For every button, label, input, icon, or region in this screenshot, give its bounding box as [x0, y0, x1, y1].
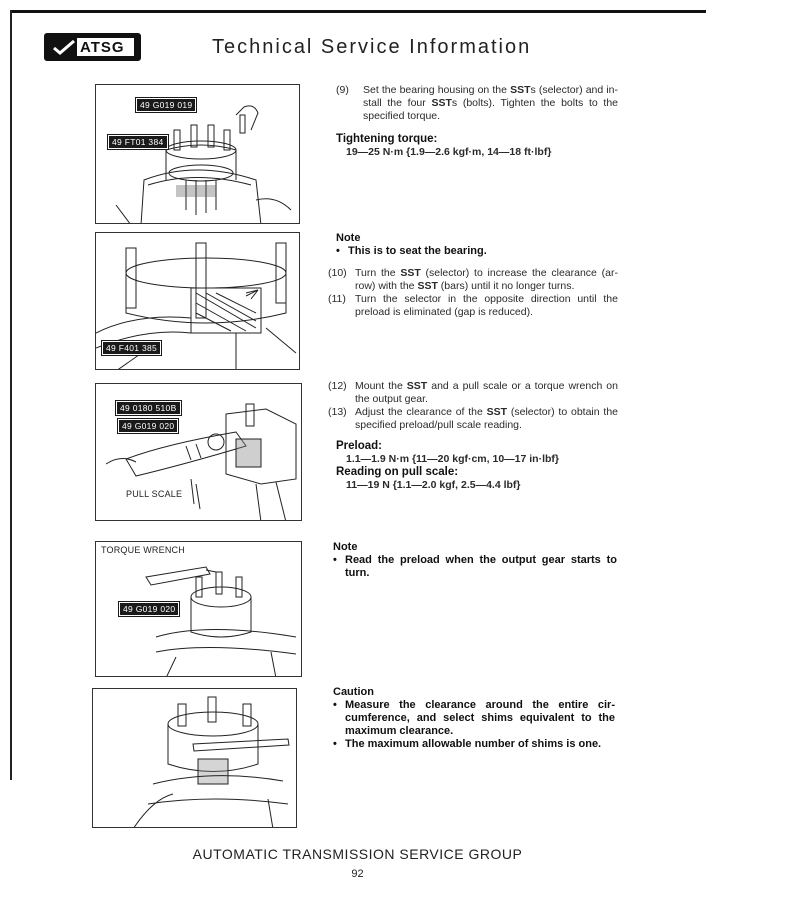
step-9-text-1: Set the bearing housing on the [363, 84, 511, 96]
section-3-specs [336, 440, 618, 492]
figure-4-tag-1: 49 G019 020 [119, 602, 179, 616]
atsg-logo [44, 33, 141, 61]
bullet-icon: • [333, 699, 337, 711]
step-11-text: Turn the selector in the opposite direction until the preload is eliminated (gap is reduced). [355, 293, 618, 318]
step-9-sst-1: SST [510, 84, 531, 96]
figure-2-selector-bars [95, 232, 300, 370]
step-13-text-1: Adjust the clearance of the [355, 406, 487, 418]
figure-5-clearance [92, 688, 297, 828]
page-number: 92 [351, 868, 364, 880]
figure-4-label: TORQUE WRENCH [101, 545, 185, 555]
figure-1-bearing-housing [95, 84, 300, 224]
figure-3-label: PULL SCALE [126, 489, 183, 499]
step-12-sst-1: SST [406, 380, 428, 392]
bullet-icon: • [333, 554, 337, 566]
section-2-text [336, 232, 618, 258]
footer-organization: AUTOMATIC TRANSMISSION SERVICE GROUP [192, 846, 523, 862]
section-1-text [336, 84, 618, 159]
step-10-sst-1: SST [400, 267, 421, 279]
step-9 [336, 84, 618, 123]
figure-4-torque-wrench [95, 541, 302, 677]
figure-3-tag-2: 49 G019 020 [118, 419, 178, 433]
figure-2-tag-1: 49 F401 385 [102, 341, 161, 355]
step-11 [328, 293, 618, 319]
caution-bullet-2 [333, 738, 615, 751]
page-title: Technical Service Information [212, 36, 532, 58]
checkmark-icon [51, 38, 77, 56]
logo-text: ATSG [80, 38, 125, 56]
step-12-text-1: Mount the [355, 380, 407, 392]
caution-bullet-1 [333, 699, 615, 738]
tightening-torque-value: 19—25 N·m {1.9—2.6 kgf·m, 14—18 ft·lbf} [346, 146, 552, 158]
note-heading-1: Note [336, 232, 361, 244]
step-10-sst-2: SST [417, 280, 438, 292]
note-text-2: Read the preload when the output gear starts to turn. [345, 554, 617, 579]
step-9-number: (9) [336, 84, 349, 96]
caution-heading: Caution [333, 686, 374, 698]
figure-5-illustration [93, 689, 297, 828]
caution-text-2: The maximum allowable number of shims is one. [345, 738, 602, 750]
step-10-number: (10) [328, 267, 347, 279]
note-bullet-2 [333, 554, 617, 580]
step-9-sst-2: SST [431, 97, 452, 109]
preload-heading: Preload: [336, 440, 383, 452]
step-12-number: (12) [328, 380, 347, 392]
section-3-steps [328, 380, 618, 432]
note-bullet-1 [336, 245, 618, 258]
step-10-text-1: Turn the [355, 267, 401, 279]
step-13 [328, 406, 618, 432]
step-12-text-2: and a pull scale or a torque wrench on the output gear. [355, 380, 618, 405]
figure-1-tag-1: 49 G019 019 [136, 98, 196, 112]
tightening-torque-heading: Tightening torque: [336, 133, 438, 145]
figure-1-illustration [96, 85, 300, 224]
bullet-icon: • [336, 245, 340, 257]
step-12 [328, 380, 618, 406]
preload-value: 1.1—1.9 N·m {11—20 kgf·cm, 10—17 in·lbf} [346, 453, 559, 465]
left-rule [10, 10, 12, 780]
note-text-1: This is to seat the bearing. [348, 245, 487, 257]
step-10-text-2: (selector) to increase the clearance (ar-row) with the [355, 267, 618, 292]
pull-scale-value: 11—19 N {1.1—2.0 kgf, 2.5—4.4 lbf} [346, 479, 521, 491]
section-4-text [333, 541, 617, 580]
top-rule [10, 10, 706, 13]
note-heading-2: Note [333, 541, 358, 553]
step-13-sst-1: SST [486, 406, 508, 418]
pull-scale-heading: Reading on pull scale: [336, 466, 459, 478]
step-9-text-2: s (selector) and in-stall the four [363, 84, 618, 109]
figure-3-tag-1: 49 0180 510B [116, 401, 181, 415]
step-10-text-3: (bars) until it no longer turns. [437, 280, 575, 292]
figure-3-pull-scale [95, 383, 302, 521]
caution-text-1: Measure the clearance around the entire cir-cumference, and select shims equivalent to the maximum clearance. [345, 699, 615, 737]
step-11-number: (11) [328, 293, 346, 305]
step-13-text-2: (selector) to obtain the specified preload/pull scale reading. [355, 406, 618, 431]
step-13-number: (13) [328, 406, 347, 418]
section-5-text [333, 686, 615, 751]
figure-1-tag-2: 49 FT01 384 [108, 135, 168, 149]
bullet-icon: • [333, 738, 337, 750]
step-10 [328, 267, 618, 293]
step-9-text-3: s (bolts). Tighten the bolts to the specified torque. [363, 97, 618, 122]
section-2-steps [328, 267, 618, 319]
